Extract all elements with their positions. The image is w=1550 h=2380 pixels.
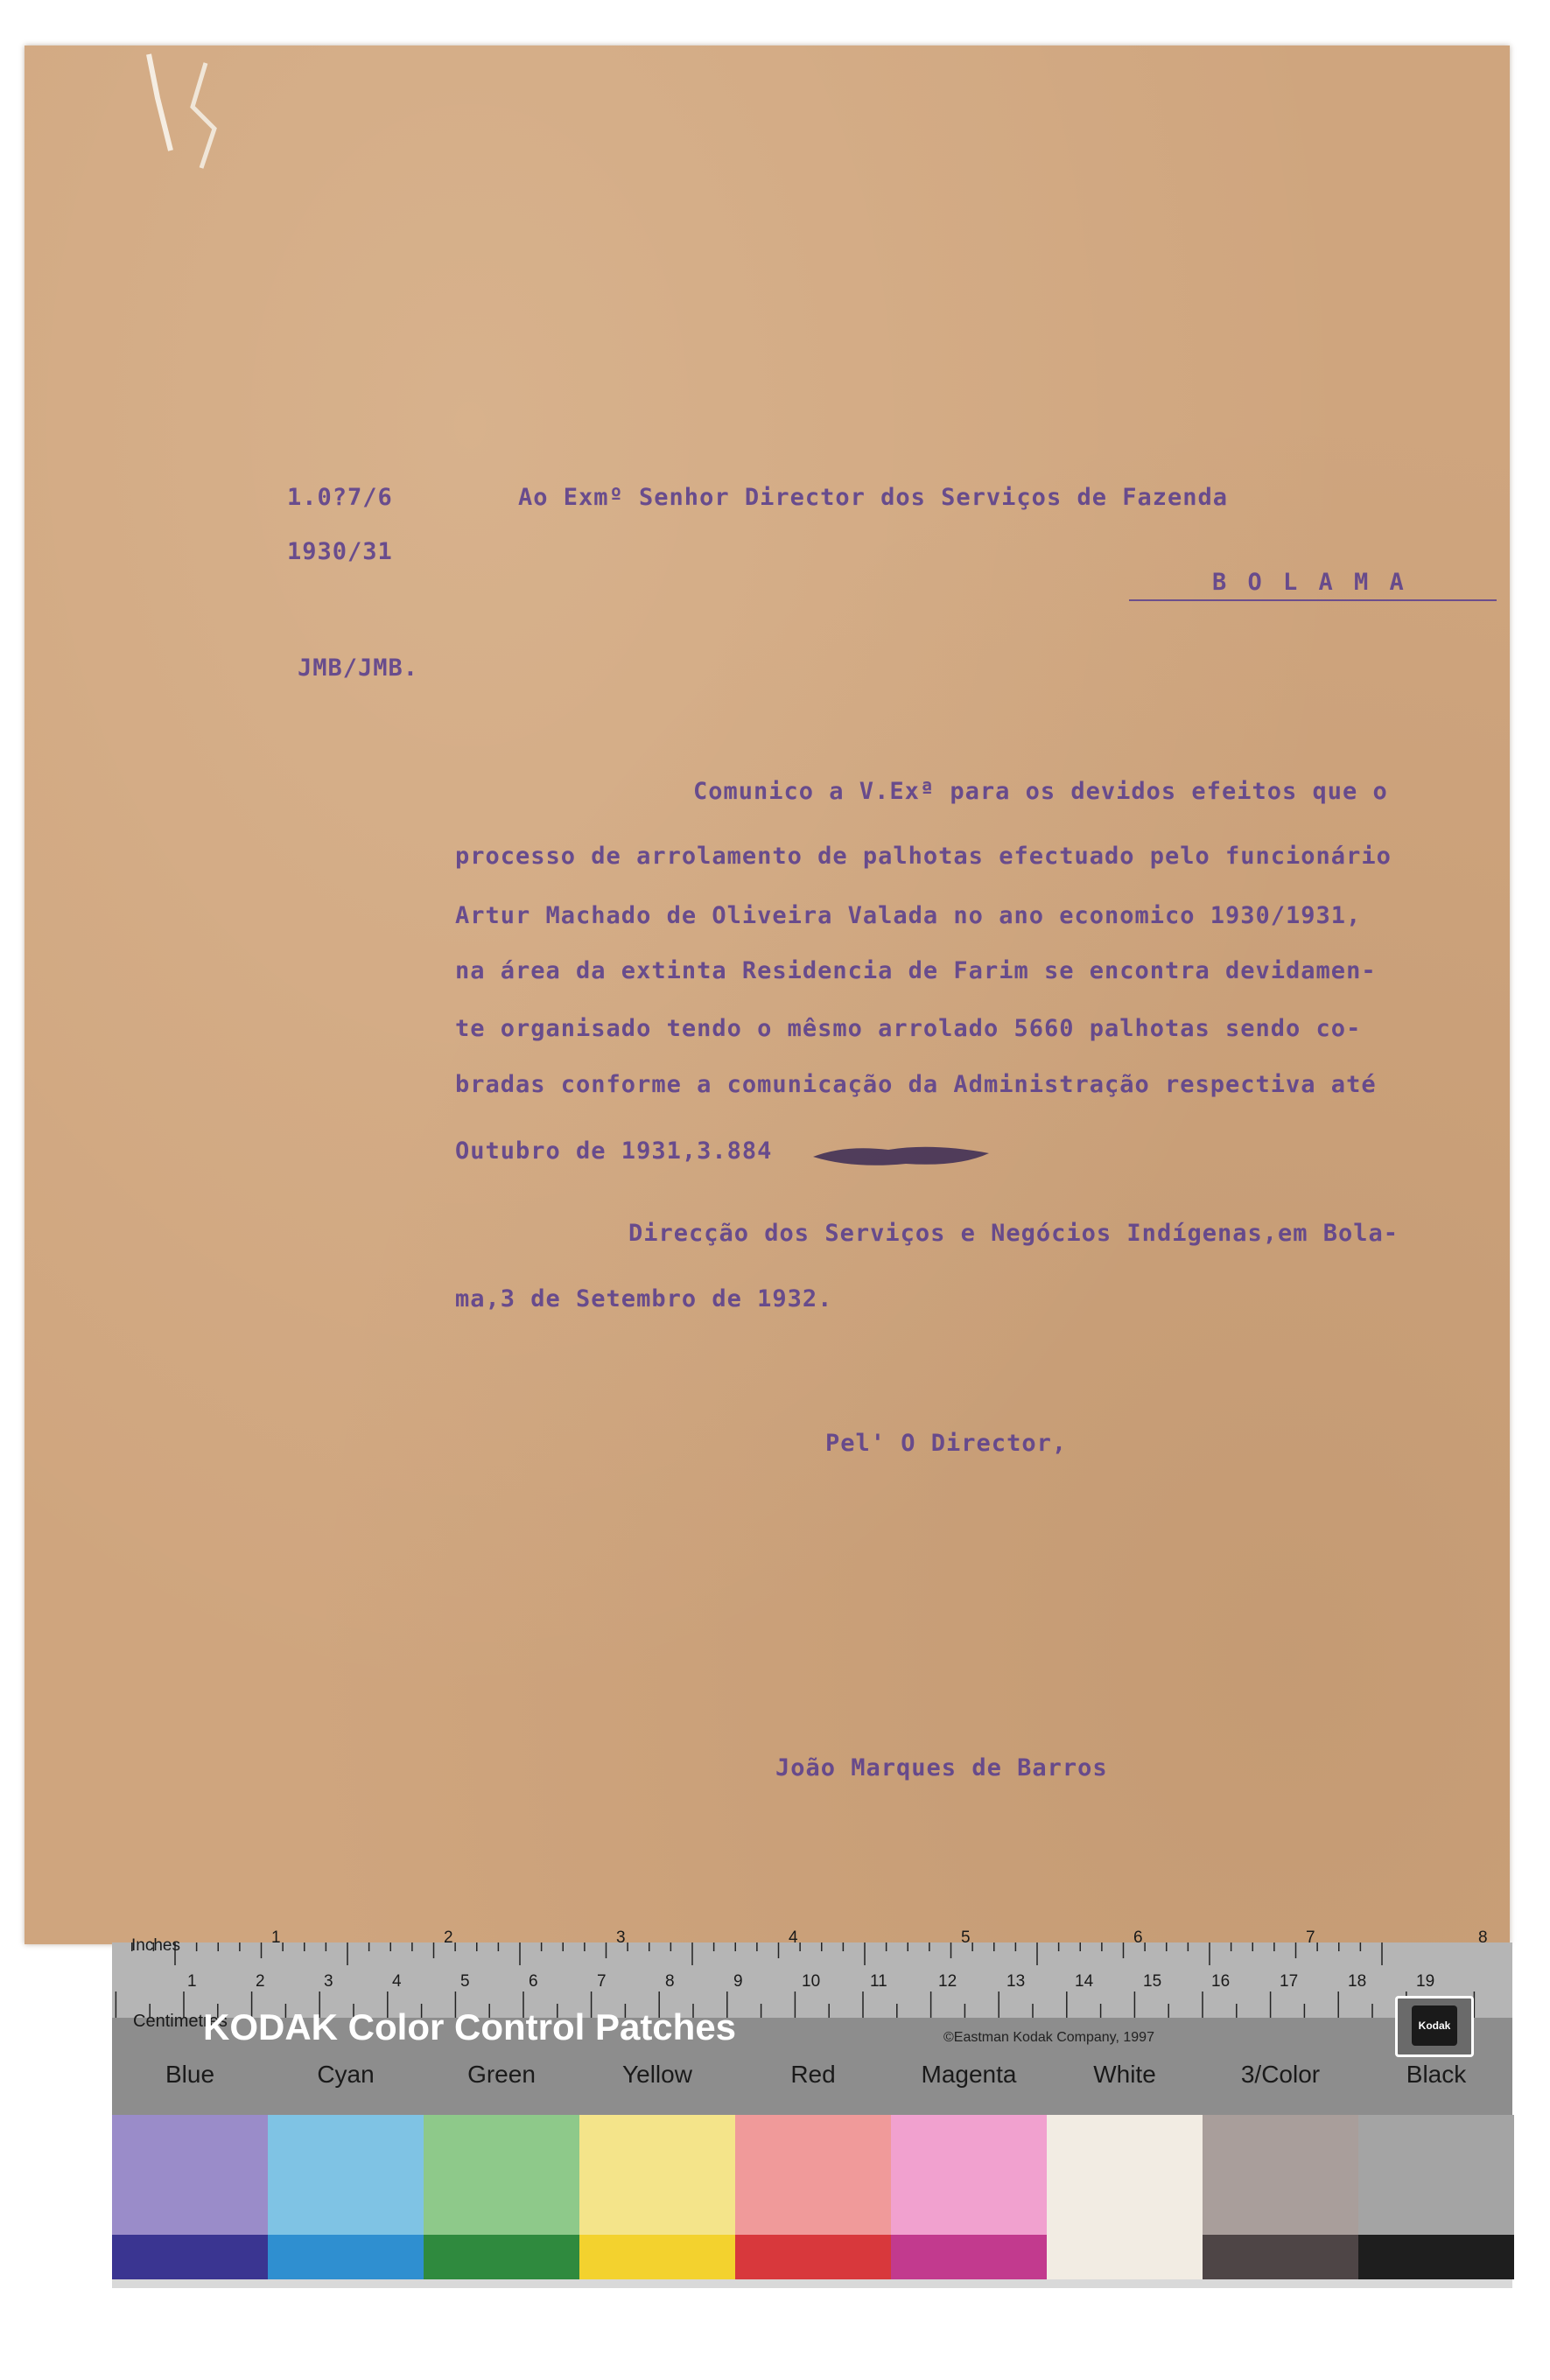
cm-number: 10 (802, 1972, 821, 1991)
inch-number: 7 (1306, 1928, 1315, 1947)
cm-number: 4 (392, 1972, 402, 1991)
color-patch-dark (424, 2235, 579, 2279)
cm-number: 3 (324, 1972, 333, 1991)
body-line: Outubro de 1931,3.884 (455, 1138, 773, 1165)
cm-number: 12 (938, 1972, 957, 1991)
cm-number: 18 (1348, 1972, 1367, 1991)
inch-number: 2 (444, 1928, 453, 1947)
cm-number: 19 (1416, 1972, 1435, 1991)
body-line: processo de arrolamento de palhotas efectuado pelo funcionário (455, 843, 1392, 870)
city-underline (1129, 599, 1497, 601)
ink-blot (810, 1138, 998, 1171)
color-patch-light (1047, 2115, 1203, 2235)
inch-number: 1 (271, 1928, 281, 1947)
document-sheet (25, 46, 1510, 1944)
place-date-line: ma,3 de Setembro de 1932. (455, 1285, 833, 1312)
color-patch-dark (1358, 2235, 1514, 2279)
body-line: bradas conforme a comunicação da Administração respectiva até (455, 1071, 1377, 1098)
cm-number: 6 (529, 1972, 538, 1991)
color-patch-dark (268, 2235, 424, 2279)
color-patch-light (891, 2115, 1047, 2235)
signoff: Pel' O Director, (825, 1430, 1068, 1457)
color-patch-light (579, 2115, 735, 2235)
cm-number: 16 (1211, 1972, 1231, 1991)
patch-label: Red (790, 2061, 836, 2088)
patch-label: Blue (165, 2061, 215, 2088)
color-patch-dark (112, 2235, 268, 2279)
color-patch-light (1358, 2115, 1514, 2235)
cm-number: 14 (1075, 1972, 1094, 1991)
inch-number: 8 (1478, 1928, 1488, 1947)
color-patch-dark (735, 2235, 891, 2279)
cm-number: 13 (1006, 1972, 1026, 1991)
inch-number: 6 (1133, 1928, 1143, 1947)
reference-number: 1.0?7/6 (287, 484, 393, 511)
inch-number: 3 (616, 1928, 626, 1947)
inch-number: 4 (789, 1928, 798, 1947)
inches-label: Inches (131, 1936, 180, 1955)
place-date-line: Direcção dos Serviços e Negócios Indígenas,em Bola- (628, 1220, 1399, 1247)
cm-number: 1 (187, 1972, 197, 1991)
body-line: Artur Machado de Oliveira Valada no ano economico 1930/1931, (455, 902, 1362, 929)
kodak-logo-mark: Kodak (1412, 2006, 1457, 2046)
target-title: KODAK Color Control Patches (203, 2006, 737, 2048)
torn-corner-mark (131, 46, 236, 177)
cm-number: 7 (597, 1972, 607, 1991)
reference-year: 1930/31 (287, 538, 393, 565)
body-line: Comunico a V.Exª para os devidos efeitos que o (693, 778, 1388, 805)
cm-number: 17 (1280, 1972, 1299, 1991)
cm-number: 15 (1143, 1972, 1162, 1991)
signatory-name: João Marques de Barros (775, 1754, 1108, 1782)
kodak-logo (1395, 1996, 1474, 2057)
patch-label: 3/Color (1240, 2061, 1321, 2088)
color-patch-dark (1203, 2235, 1358, 2279)
centimetres-label: Centimetres (133, 2012, 228, 2031)
cm-number: 8 (665, 1972, 675, 1991)
cm-number: 9 (733, 1972, 743, 1991)
patch-label: Green (467, 2061, 536, 2088)
color-patch-light (268, 2115, 424, 2235)
inch-number: 5 (961, 1928, 971, 1947)
color-patch-light (424, 2115, 579, 2235)
cm-number: 2 (256, 1972, 265, 1991)
body-line: na área da extinta Residencia de Farim se encontra devidamen- (455, 957, 1377, 984)
color-patch-dark (891, 2235, 1047, 2279)
cm-number: 5 (460, 1972, 470, 1991)
target-copyright: ©Eastman Kodak Company, 1997 (943, 2030, 1154, 2045)
color-patch-dark (579, 2235, 735, 2279)
color-patch-light (1203, 2115, 1358, 2235)
cm-number: 11 (870, 1972, 887, 1991)
target-bottom-edge (112, 2279, 1512, 2288)
patch-label: Cyan (317, 2061, 375, 2088)
patch-label: Magenta (921, 2061, 1017, 2088)
color-patch-light (735, 2115, 891, 2235)
color-patch-dark (1047, 2235, 1203, 2279)
color-patch-light (112, 2115, 268, 2235)
patch-label: White (1093, 2061, 1156, 2088)
addressee-line: Ao Exmº Senhor Director dos Serviços de Fazenda (518, 484, 1229, 511)
patch-label: Yellow (622, 2061, 692, 2088)
body-line: te organisado tendo o mêsmo arrolado 5660 palhotas sendo co- (455, 1015, 1362, 1042)
typist-initials: JMB/JMB. (298, 654, 419, 682)
patch-label: Black (1406, 2061, 1467, 2088)
addressee-city: B O L A M A (1212, 569, 1407, 596)
